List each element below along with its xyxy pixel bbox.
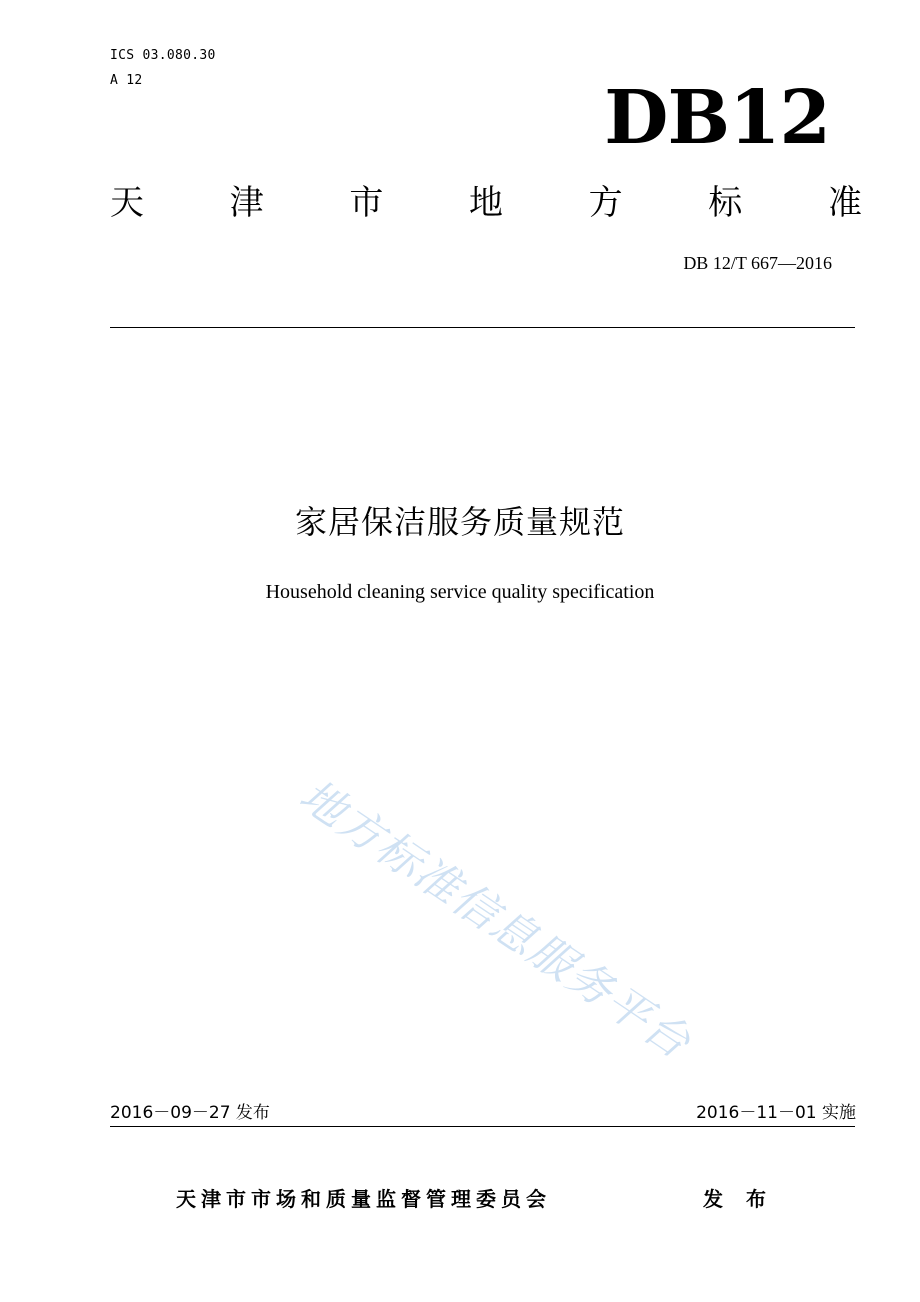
standard-type-char: 天 <box>110 183 144 223</box>
document-title-english: Household cleaning service quality specification <box>265 581 655 603</box>
watermark: 地方标准信息服务平台 <box>290 769 701 1070</box>
issue-date: 2016－09－27 发布 <box>110 1103 270 1123</box>
document-title-chinese: 家居保洁服务质量规范 <box>294 503 625 541</box>
implementation-date: 2016－11－01 实施 <box>696 1103 856 1123</box>
standard-type-char: 津 <box>229 183 264 223</box>
standard-type-char: 准 <box>827 183 862 223</box>
standard-type-char: 市 <box>349 183 384 223</box>
top-divider <box>110 327 855 328</box>
classification-code: A 12 <box>110 73 143 88</box>
standard-type-char: 方 <box>588 183 623 223</box>
db-logo: DB12 <box>604 75 830 161</box>
standard-type-char: 地 <box>468 183 503 223</box>
ics-code: ICS 03.080.30 <box>110 48 216 63</box>
issued-label: 发 布 <box>703 1187 774 1211</box>
bottom-divider <box>110 1126 855 1127</box>
issuing-authority: 天津市市场和质量监督管理委员会 <box>176 1187 551 1211</box>
standard-type-char: 标 <box>708 183 743 223</box>
standard-number: DB 12/T 667—2016 <box>683 253 832 273</box>
standard-type-title <box>110 180 862 226</box>
